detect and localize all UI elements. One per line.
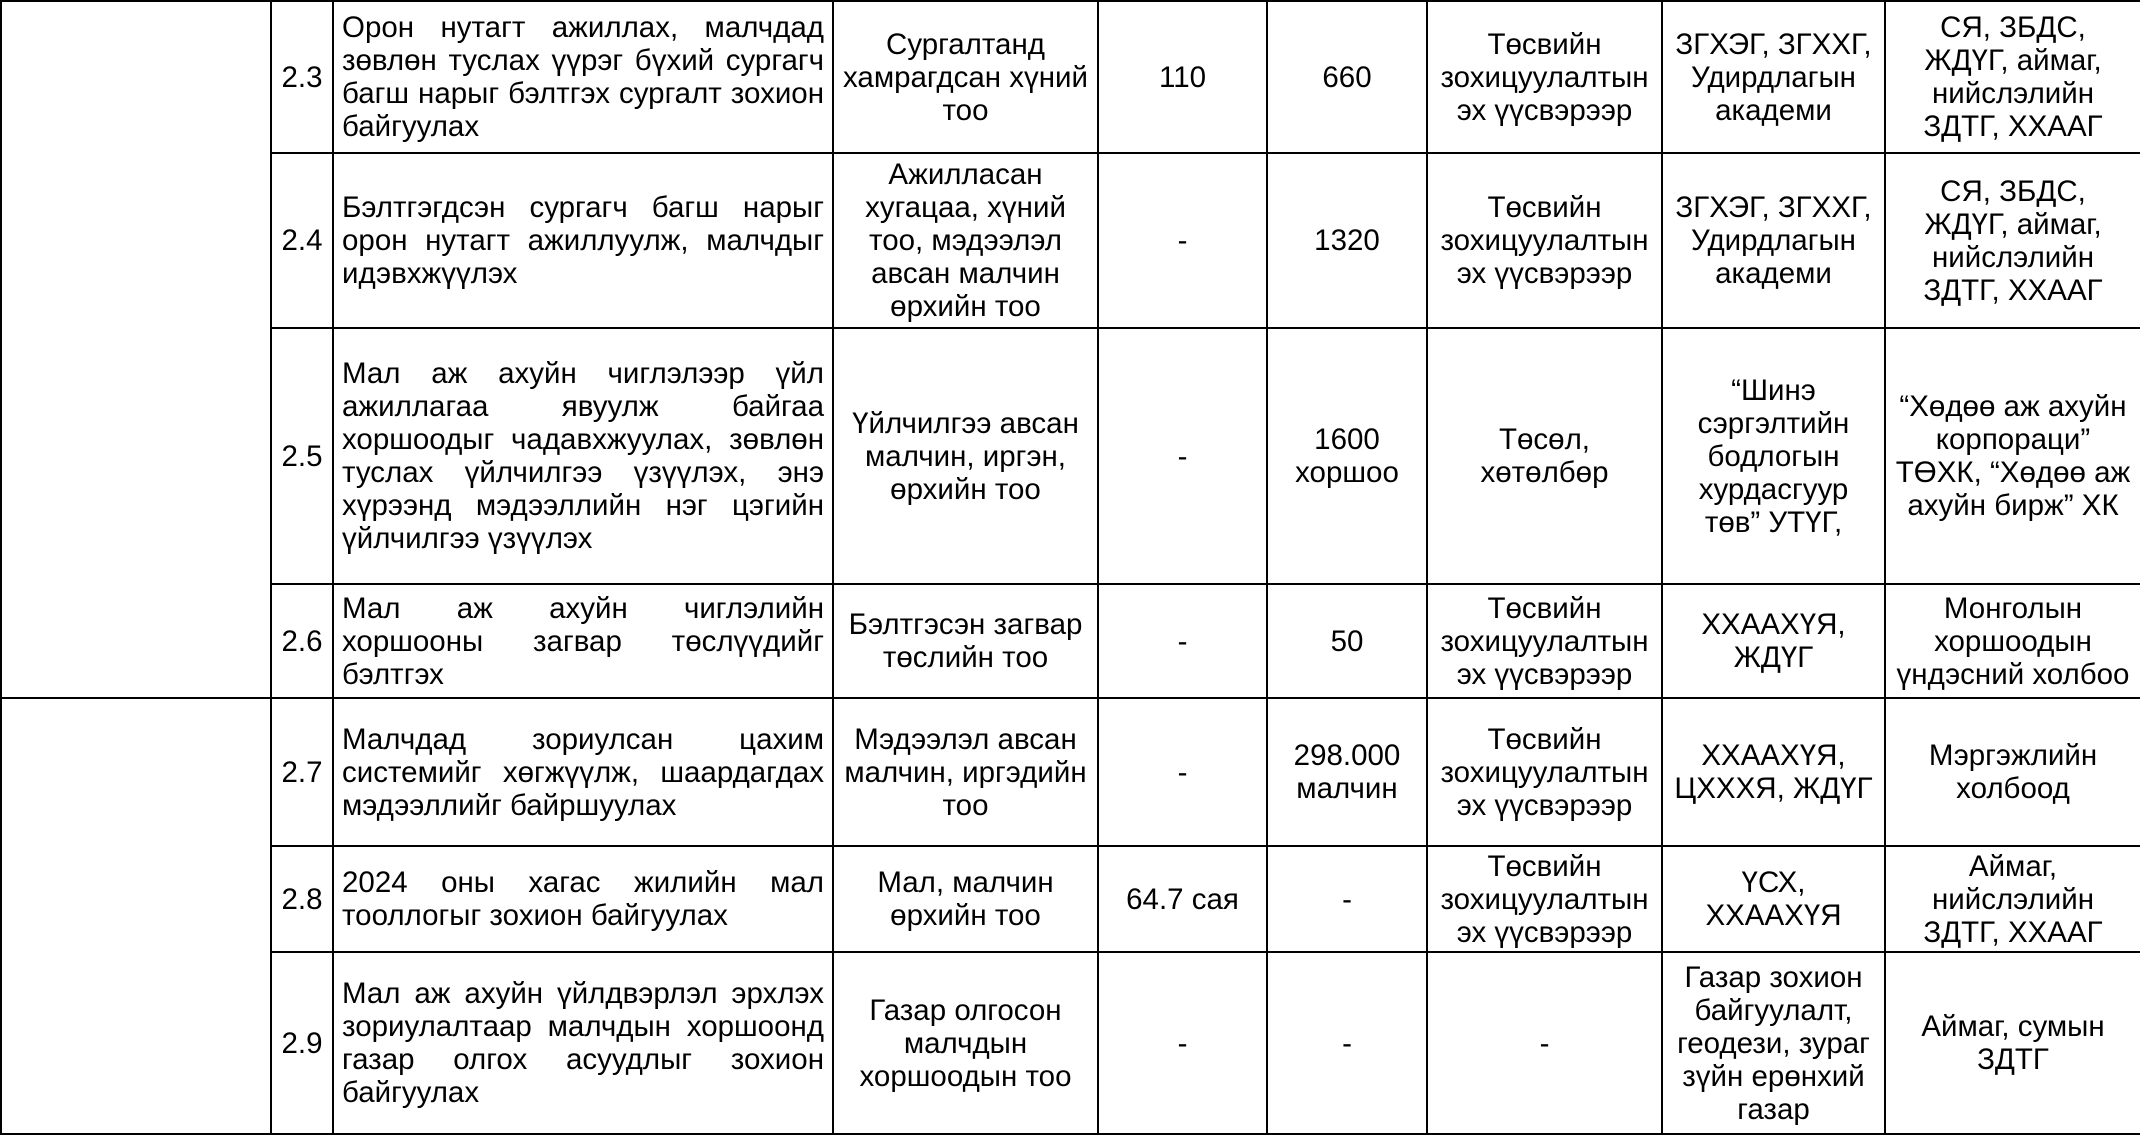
funding-cell: Төсвийн зохицуулалтын эх үүсвэрээр xyxy=(1427,846,1662,952)
activity-cell: Малчдад зориулсан цахим системийг хөгжүүлж, шаардагдах мэдээллийг байршуулах xyxy=(333,698,833,846)
responsible-cell: ХХААХҮЯ, ЦХХХЯ, ЖДҮГ xyxy=(1662,698,1885,846)
activity-cell: 2024 оны хагас жилийн мал тооллогыг зохион байгуулах xyxy=(333,846,833,952)
group-cell xyxy=(1,1,271,698)
baseline-cell: - xyxy=(1098,698,1267,846)
responsible-cell: ЗГХЭГ, ЗГХХГ, Удирдлагын академи xyxy=(1662,153,1885,328)
responsible-cell: ЗГХЭГ, ЗГХХГ, Удирдлагын академи xyxy=(1662,1,1885,153)
funding-cell: Төсвийн зохицуулалтын эх үүсвэрээр xyxy=(1427,698,1662,846)
target-cell: 1320 xyxy=(1267,153,1427,328)
responsible-cell: Газар зохион байгуулалт, геодези, зураг зүйн ерөнхий газар xyxy=(1662,952,1885,1134)
funding-cell: Төсөл, хөтөлбөр xyxy=(1427,328,1662,584)
table-row xyxy=(1,698,2140,846)
baseline-cell: - xyxy=(1098,584,1267,698)
row-number: 2.7 xyxy=(271,698,333,846)
partners-cell: Мэргэжлийн холбоод xyxy=(1885,698,2140,846)
target-cell: 660 xyxy=(1267,1,1427,153)
partners-cell: Аймаг, нийслэлийн ЗДТГ, ХХААГ xyxy=(1885,846,2140,952)
table-row xyxy=(1,584,2140,698)
indicator-cell: Мэдээлэл авсан малчин, иргэдийн тоо xyxy=(833,698,1098,846)
table-row xyxy=(1,153,2140,328)
funding-cell: - xyxy=(1427,952,1662,1134)
partners-cell: СЯ, ЗБДС, ЖДҮГ, аймаг, нийслэлийн ЗДТГ, ХХААГ xyxy=(1885,153,2140,328)
indicator-cell: Ажилласан хугацаа, хүний тоо, мэдээлэл авсан малчин өрхийн тоо xyxy=(833,153,1098,328)
row-number: 2.9 xyxy=(271,952,333,1134)
partners-cell: Монголын хоршоодын үндэсний холбоо xyxy=(1885,584,2140,698)
table-row xyxy=(1,1,2140,153)
baseline-cell: 64.7 сая xyxy=(1098,846,1267,952)
activity-cell: Бэлтгэгдсэн сургагч багш нарыг орон нутагт ажиллуулж, малчдыг идэвхжүүлэх xyxy=(333,153,833,328)
partners-cell: Аймаг, сумын ЗДТГ xyxy=(1885,952,2140,1134)
table-row xyxy=(1,328,2140,584)
row-number: 2.4 xyxy=(271,153,333,328)
indicator-cell: Газар олгосон малчдын хоршоодын тоо xyxy=(833,952,1098,1134)
funding-cell: Төсвийн зохицуулалтын эх үүсвэрээр xyxy=(1427,153,1662,328)
activity-cell: Орон нутагт ажиллах, малчдад зөвлөн туслах үүрэг бүхий сургагч багш нарыг бэлтгэх сургалт зохион байгуулах xyxy=(333,1,833,153)
group-cell xyxy=(1,698,271,1134)
funding-cell: Төсвийн зохицуулалтын эх үүсвэрээр xyxy=(1427,584,1662,698)
indicator-cell: Сургалтанд хамрагдсан хүний тоо xyxy=(833,1,1098,153)
partners-cell: “Хөдөө аж ахуйн корпораци” ТӨХК, “Хөдөө аж ахуйн бирж” ХК xyxy=(1885,328,2140,584)
table-row xyxy=(1,846,2140,952)
indicator-cell: Үйлчилгээ авсан малчин, иргэн, өрхийн тоо xyxy=(833,328,1098,584)
partners-cell: СЯ, ЗБДС, ЖДҮГ, аймаг, нийслэлийн ЗДТГ, ХХААГ xyxy=(1885,1,2140,153)
row-number: 2.8 xyxy=(271,846,333,952)
target-cell: 298.000 малчин xyxy=(1267,698,1427,846)
target-cell: - xyxy=(1267,846,1427,952)
responsible-cell: ХХААХҮЯ, ЖДҮГ xyxy=(1662,584,1885,698)
activity-cell: Мал аж ахуйн үйлдвэрлэл эрхлэх зориулалтаар малчдын хоршоонд газар олгох асуудлыг зохион байгуулах xyxy=(333,952,833,1134)
target-cell: 1600 хоршоо xyxy=(1267,328,1427,584)
target-cell: 50 xyxy=(1267,584,1427,698)
row-number: 2.3 xyxy=(271,1,333,153)
funding-cell: Төсвийн зохицуулалтын эх үүсвэрээр xyxy=(1427,1,1662,153)
baseline-cell: - xyxy=(1098,952,1267,1134)
responsible-cell: “Шинэ сэргэлтийн бодлогын хурдасгуур төв” УТҮГ, xyxy=(1662,328,1885,584)
baseline-cell: - xyxy=(1098,328,1267,584)
responsible-cell: ҮСХ, ХХААХҮЯ xyxy=(1662,846,1885,952)
baseline-cell: - xyxy=(1098,153,1267,328)
row-number: 2.6 xyxy=(271,584,333,698)
indicator-cell: Мал, малчин өрхийн тоо xyxy=(833,846,1098,952)
baseline-cell: 110 xyxy=(1098,1,1267,153)
row-number: 2.5 xyxy=(271,328,333,584)
indicator-cell: Бэлтгэсэн загвар төслийн тоо xyxy=(833,584,1098,698)
target-cell: - xyxy=(1267,952,1427,1134)
table-row xyxy=(1,952,2140,1134)
activity-cell: Мал аж ахуйн чиглэлийн хоршооны загвар төслүүдийг бэлтгэх xyxy=(333,584,833,698)
activity-cell: Мал аж ахуйн чиглэлээр үйл ажиллагаа явуулж байгаа хоршоодыг чадавхжуулах, зөвлөн туслах үйлчилгээ үзүүлэх, энэ хүрээнд мэдээллийн нэг цэгийн үйлчилгээ үзүүлэх xyxy=(333,328,833,584)
